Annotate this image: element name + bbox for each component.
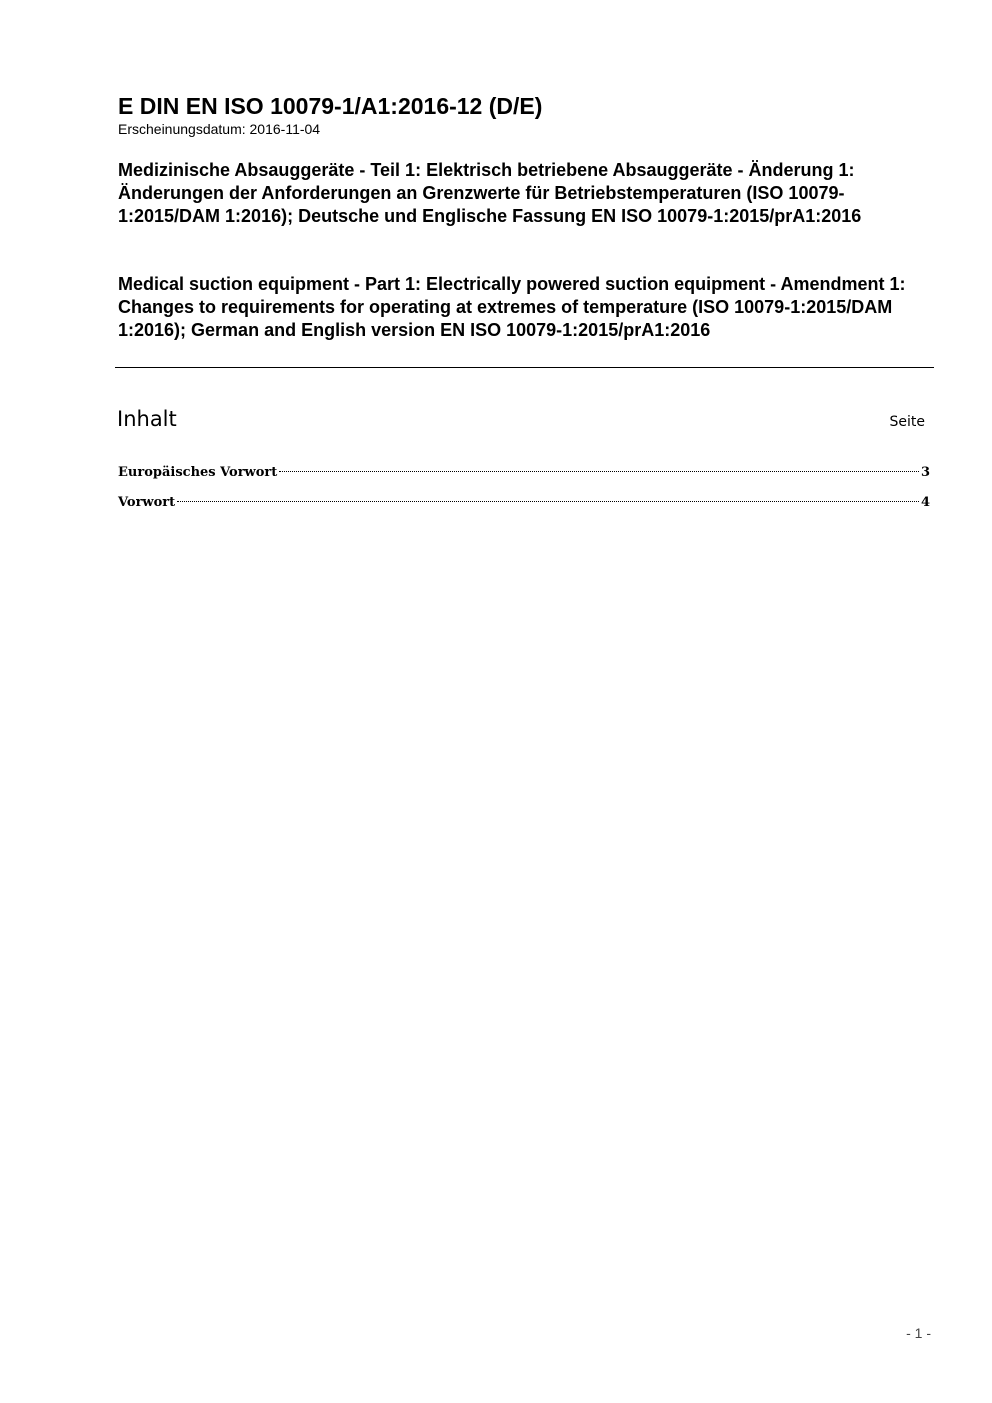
title-german: Medizinische Absauggeräte - Teil 1: Elektrisch betriebene Absauggeräte - Änderung 1: Änderungen der Anforderungen an Grenzwerte für Betriebstemperaturen (ISO 10079-1:2015/DAM 1:2016); Deutsche und Englische Fassung EN ISO 10079-1:2015/prA1:2016	[118, 160, 862, 226]
toc-entry-vorwort[interactable]	[118, 493, 930, 523]
toc-page-label: Seite	[889, 414, 925, 430]
toc-entry-page: 3	[920, 465, 930, 480]
title-english: Medical suction equipment - Part 1: Electrically powered suction equipment - Amendment 1: Changes to requirements for operating at extremes of temperature (ISO 10079-1:2015/DAM 1:2016); German and English version EN ISO 10079-1:2015/prA1:2016	[118, 274, 906, 340]
toc-heading: Inhalt	[117, 407, 177, 431]
publication-date: Erscheinungsdatum: 2016-11-04	[118, 121, 321, 137]
header-divider	[115, 367, 934, 368]
document-title: E DIN EN ISO 10079-1/A1:2016-12 (D/E)	[118, 93, 543, 119]
toc-entry-europaeisches-vorwort[interactable]	[118, 463, 930, 493]
toc-dot-leader	[279, 471, 919, 472]
toc-entry-page: 4	[920, 495, 930, 510]
toc-entry-label: Vorwort	[118, 495, 176, 510]
table-of-contents	[118, 463, 930, 523]
toc-dot-leader	[177, 501, 919, 502]
page-number: - 1 -	[906, 1325, 931, 1341]
toc-entry-label: Europäisches Vorwort	[118, 465, 278, 480]
